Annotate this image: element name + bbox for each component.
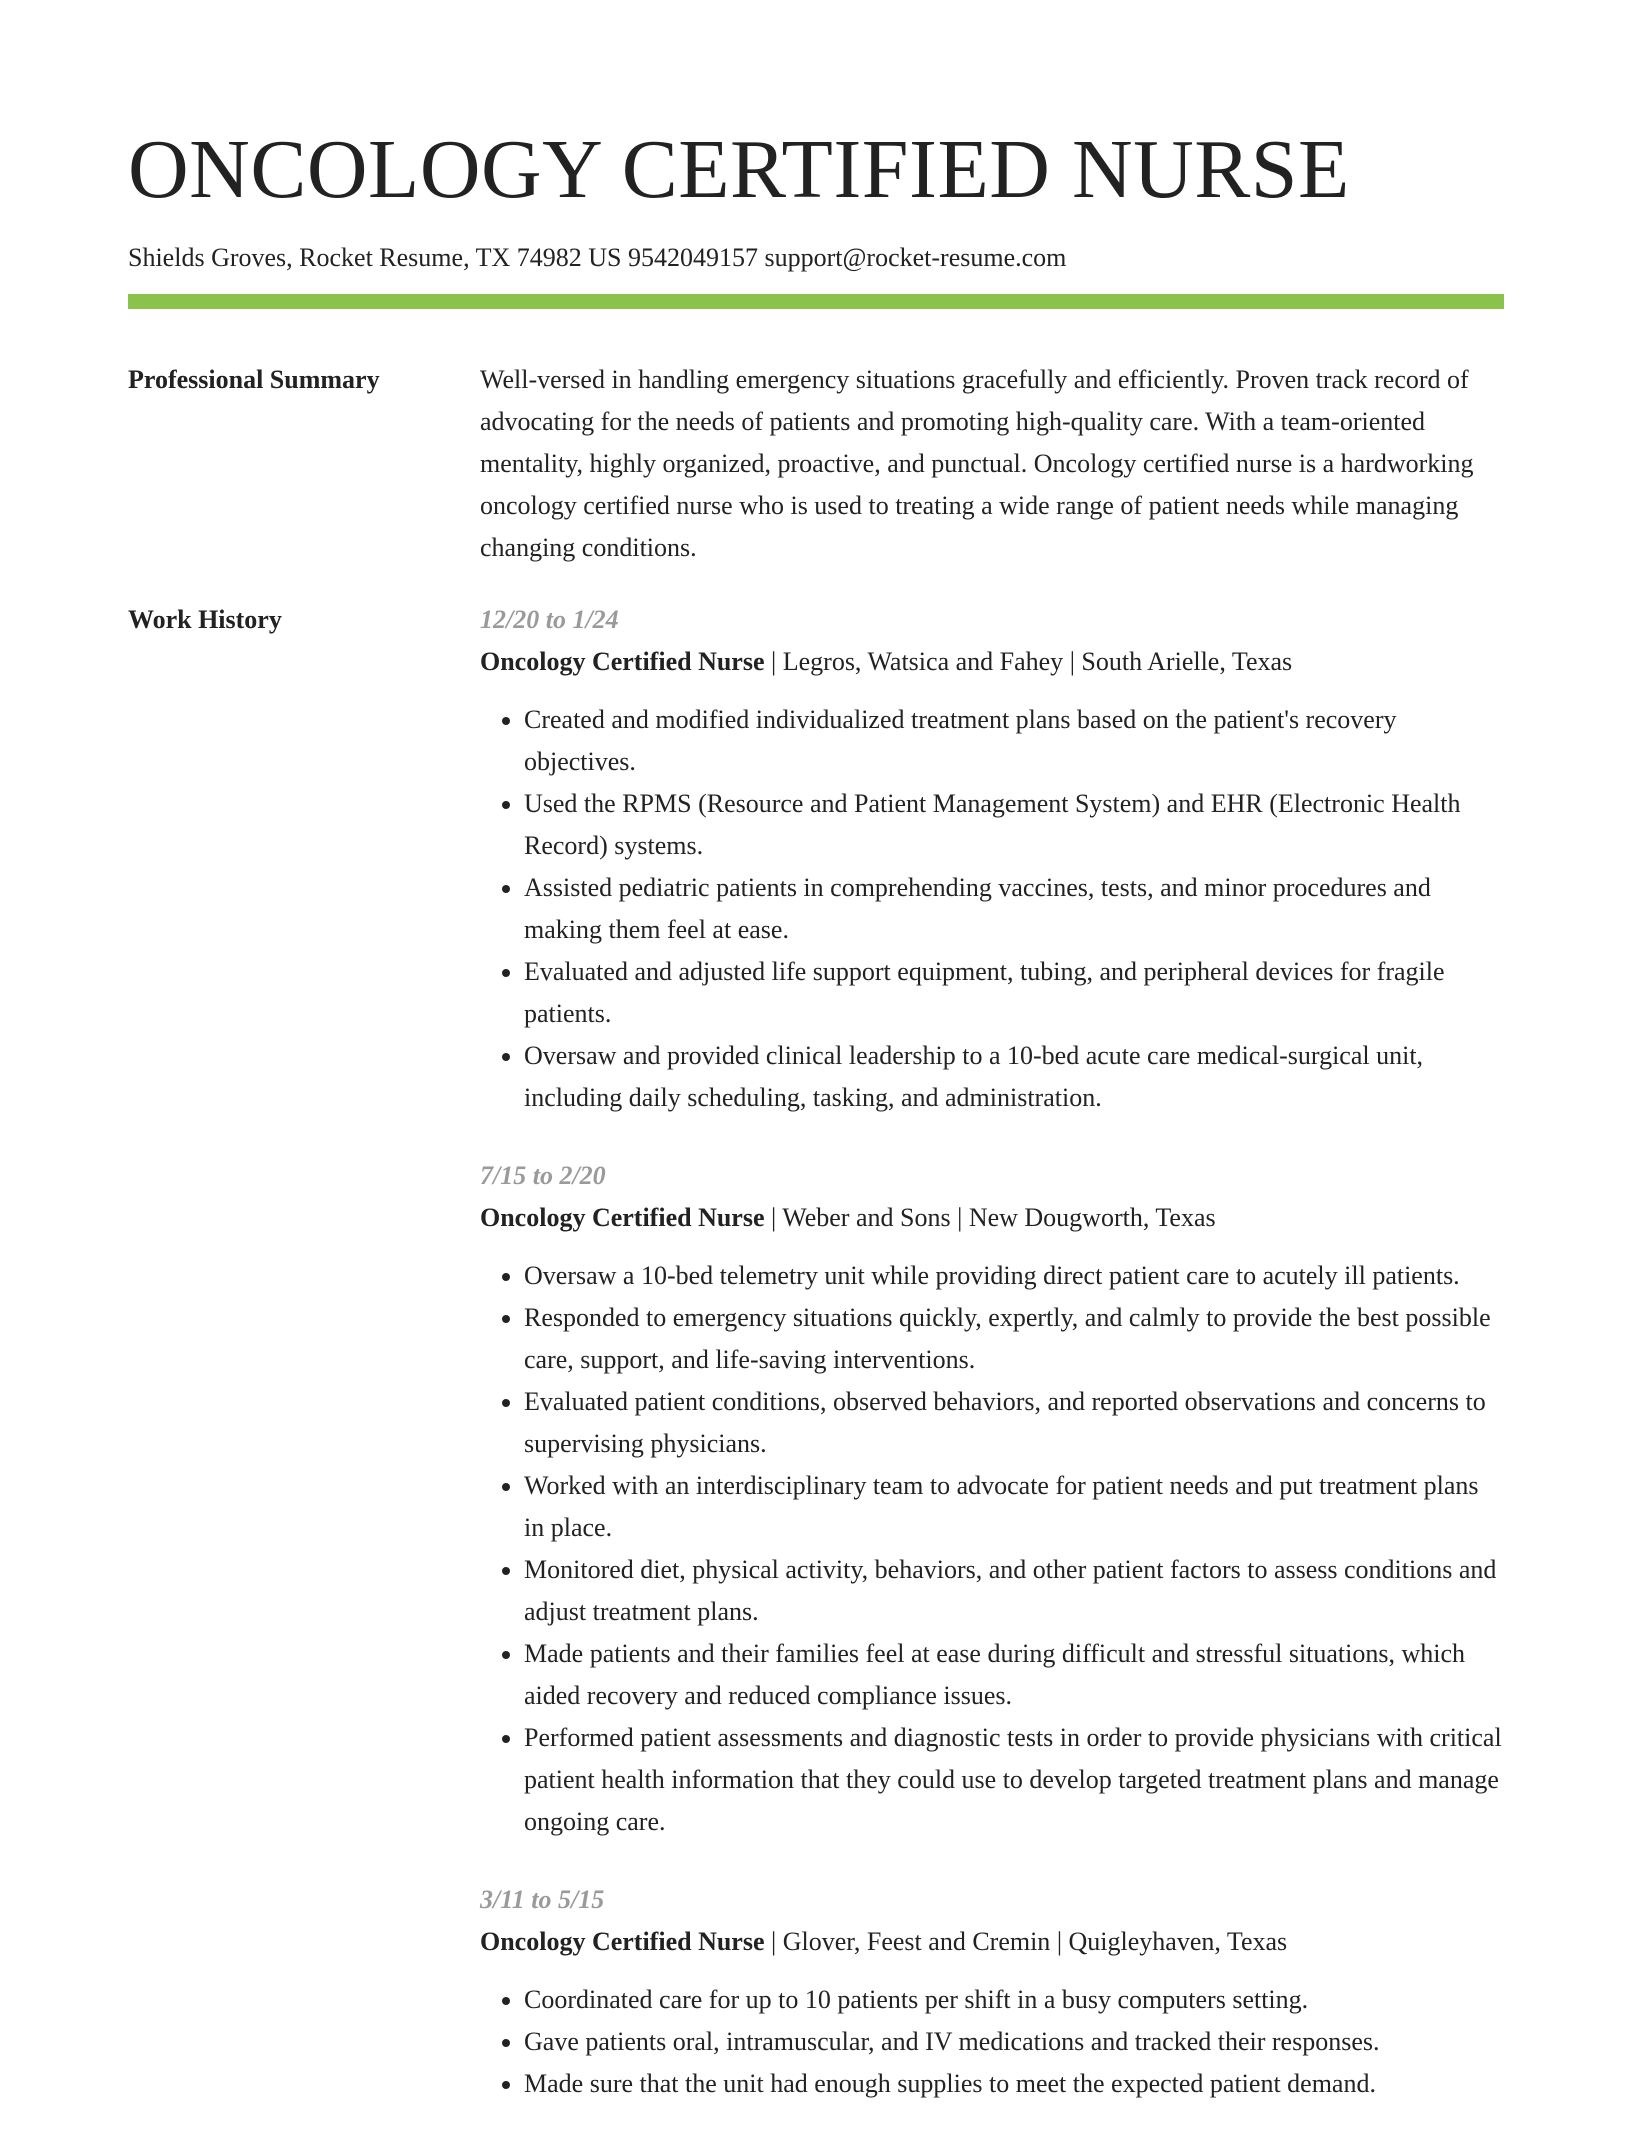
job-bullets [480,699,1504,1119]
job-bullet: • Monitored diet, physical activity, behaviors, and other patient factors to assess conditions and adjust treatment plans. [524,1549,1504,1633]
job-heading [480,1921,1504,1963]
job-bullet: • Used the RPMS (Resource and Patient Management System) and EHR (Electronic Health Record) systems. [524,783,1504,867]
job-company: Legros, Watsica and Fahey [782,647,1064,676]
job-bullet: • Evaluated patient conditions, observed behaviors, and reported observations and concerns to supervising physicians. [524,1381,1504,1465]
job-bullet: • Made patients and their families feel at ease during difficult and stressful situations, which aided recovery and reduced compliance issues. [524,1633,1504,1717]
job-location: New Dougworth, Texas [968,1203,1216,1232]
job-location: Quigleyhaven, Texas [1068,1927,1288,1956]
job-bullet: • Performed patient assessments and diagnostic tests in order to provide physicians with critical patient health information that they could use to develop targeted treatment plans and manage ongoing care. [524,1717,1504,1843]
section-label-work-history: Work History [128,605,282,634]
separator: | [1063,647,1082,676]
contact-line: Shields Groves, Rocket Resume, TX 74982 US 9542049157 support@rocket-resume.com [128,243,1067,272]
job-company: Glover, Feest and Cremin [782,1927,1051,1956]
resume-name: ONCOLOGY CERTIFIED NURSE [128,123,1350,216]
job-heading [480,641,1504,683]
job-dates: 12/20 to 1/24 [480,605,619,634]
job-bullet: • Oversaw and provided clinical leadership to a 10-bed acute care medical-surgical unit, including daily scheduling, tasking, and administration. [524,1035,1504,1119]
job-bullet: • Made sure that the unit had enough supplies to meet the expected patient demand. [524,2063,1504,2105]
separator: | [1050,1927,1069,1956]
separator: | [764,647,783,676]
job-bullet: • Created and modified individualized treatment plans based on the patient's recovery objectives. [524,699,1504,783]
job-bullet: • Evaluated and adjusted life support equipment, tubing, and peripheral devices for fragile patients. [524,951,1504,1035]
job-entry [480,1155,1504,1843]
separator: | [764,1927,783,1956]
resume-page [128,0,1504,2141]
jobs-list [480,599,1504,2141]
job-heading [480,1197,1504,1239]
job-bullets [480,1255,1504,1843]
job-bullets [480,1979,1504,2105]
work-history-section [128,599,1504,2141]
job-company: Weber and Sons [782,1203,951,1232]
job-location: South Arielle, Texas [1081,647,1293,676]
job-title: Oncology Certified Nurse [480,1203,765,1232]
job-title: Oncology Certified Nurse [480,647,765,676]
job-dates: 3/11 to 5/15 [480,1885,605,1914]
header-divider [128,294,1504,309]
section-label-summary: Professional Summary [128,365,380,394]
job-bullet: • Oversaw a 10-bed telemetry unit while providing direct patient care to acutely ill patients. [524,1255,1504,1297]
job-bullet: • Coordinated care for up to 10 patients per shift in a busy computers setting. [524,1979,1504,2021]
job-bullet: • Assisted pediatric patients in comprehending vaccines, tests, and minor procedures and making them feel at ease. [524,867,1504,951]
job-entry [480,599,1504,1119]
job-title: Oncology Certified Nurse [480,1927,765,1956]
job-entry [480,1879,1504,2105]
separator: | [764,1203,783,1232]
job-bullet: • Worked with an interdisciplinary team to advocate for patient needs and put treatment plans in place. [524,1465,1504,1549]
separator: | [950,1203,969,1232]
job-bullet: • Gave patients oral, intramuscular, and IV medications and tracked their responses. [524,2021,1504,2063]
job-dates: 7/15 to 2/20 [480,1161,606,1190]
professional-summary-section [128,359,1504,569]
job-bullet: • Responded to emergency situations quickly, expertly, and calmly to provide the best possible care, support, and life-saving interventions. [524,1297,1504,1381]
summary-text: Well-versed in handling emergency situations gracefully and efficiently. Proven track record of advocating for the needs of patients and promoting high-quality care. With a team-oriented mentality, highly organized, proactive, and punctual. Oncology certified nurse is a hardworking oncology certified nurse who is used to treating a wide range of patient needs while managing changing conditions. [480,365,1474,562]
